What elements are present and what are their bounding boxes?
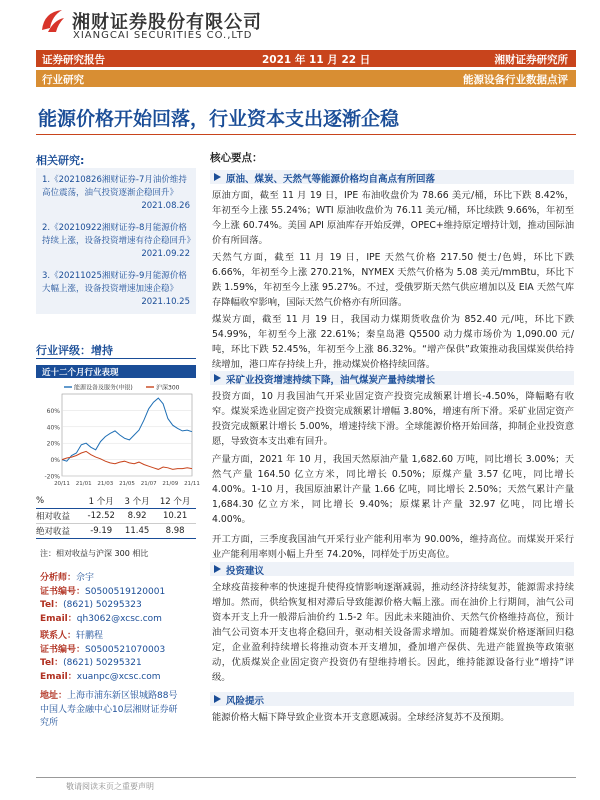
body-paragraph: 原油方面，截至 11 月 19 日，IPE 布油收盘价为 78.66 美元/桶，环比下跌 8.42%，年初至今上涨 55.24%；WTI 原油收盘价为 76.11 美元/桶，环比续跌 9.66%，年初至今上涨 60.74%。美国 API 原油库存开始反弹，OPEC+维持原定增持计划，推动国际油价有所回落。 xyxy=(212,190,574,246)
section-heading: 投资建议 xyxy=(226,566,265,577)
contact-email-link[interactable]: xuanpc@xcsc.com xyxy=(76,671,161,682)
related-item-text[interactable]: 3.《20211025湘财证券-9月能源价格大幅上涨，设备投资增速加速企稳》 xyxy=(42,271,187,294)
body-paragraph: 全球疫苗接种率的快速提升使得疫情影响逐渐减弱，推动经济持续复苏，能源需求持续增加。然而，供给恢复相对滞后导致能源价格大幅上涨。而在油价上行期间，油气公司资本开支上升一般滞后油价约 1.5-2 年。因此未来随油价、天然气价格维持高位，预计油气公司资本开支也将企稳回升，驱动相关设备需求增加。而随着煤炭价格逐渐回归稳定，企业盈利持续增长将推动资本开支增加，叠加增产保供、先进产能置换等政策驱动，优质煤炭企业固定资产投资仍有望维持增长。因此，维持能源设备行业“增持”评级。 xyxy=(212,582,574,683)
performance-note: 注：相对收益与沪深 300 相比 xyxy=(40,549,149,558)
table-header-cell: 12 个月 xyxy=(159,497,191,507)
table-row xyxy=(36,524,196,539)
address-line xyxy=(40,690,200,704)
company-logo-icon xyxy=(38,6,66,36)
company-name-cn: 湘财证券股份有限公司 xyxy=(72,12,262,33)
report-category: 行业研究 xyxy=(42,74,84,86)
contact-email-line xyxy=(40,671,165,685)
contact-cert: S0500521070003 xyxy=(85,644,166,655)
contact-tel-line xyxy=(40,657,165,671)
contact-block xyxy=(40,630,165,684)
contact-cert-line xyxy=(40,644,165,658)
chart-x-tick-label: 21/09 xyxy=(162,481,179,487)
chart-y-tick-label: 20% xyxy=(46,440,60,448)
industry-rating: 行业评级：增持 xyxy=(36,344,113,357)
body-paragraph: 开工方面，三季度我国油气开采行业产能利用率为 90.00%，维持高位。而煤炭开采行业产能利用率则小幅上升至 74.20%，同样处于历史高位。 xyxy=(212,534,574,560)
table-cell: 8.92 xyxy=(127,511,147,521)
section-heading: 风险提示 xyxy=(226,696,265,707)
title-divider xyxy=(36,134,576,135)
chart-x-tick-label: 21/05 xyxy=(119,481,135,487)
analyst-name-line xyxy=(40,572,165,586)
table-cell: -9.19 xyxy=(90,526,113,536)
key-points-heading: 核心要点： xyxy=(210,152,263,164)
related-heading: 相关研究: xyxy=(36,154,85,167)
related-item-text[interactable]: 2.《20210922湘财证券-8月能源价格持续上涨，设备投资增速有待企稳回升》 xyxy=(42,223,196,246)
contact-tel-label: Tel： xyxy=(40,658,64,668)
table-cell: 8.98 xyxy=(165,526,185,536)
section-heading-bar xyxy=(210,170,574,184)
performance-chart xyxy=(36,380,200,490)
header-band-secondary xyxy=(36,70,576,87)
contact-email-label: Email： xyxy=(40,671,77,682)
chart-series-line xyxy=(62,398,192,461)
body-paragraph: 能源价格大幅下降导致企业资本开支意愿减弱。全球经济复苏不及预期。 xyxy=(212,712,510,723)
analyst-cert-line xyxy=(40,586,165,600)
row-label: 相对收益 xyxy=(36,512,71,522)
analyst-cert-label: 证书编号： xyxy=(40,586,86,597)
chart-heading-bar xyxy=(36,365,196,378)
address-line: 究所 xyxy=(40,718,59,728)
company-name-en: XIANGCAI SECURITIES CO.,LTD xyxy=(73,30,253,41)
analyst-email-label: Email： xyxy=(40,613,77,624)
analyst-email-link[interactable]: qh3062@xcsc.com xyxy=(76,613,162,624)
related-item[interactable] xyxy=(42,174,194,213)
table-cell: -12.52 xyxy=(87,511,115,521)
chart-legend-label: 沪深300 xyxy=(156,384,180,392)
performance-table xyxy=(36,494,196,539)
body-paragraph: 煤炭方面，截至 11 月 19 日，我国动力煤期货收盘价为 852.40 元/吨，环比下跌 54.99%，年初至今上涨 22.61%；秦皇岛港 Q5500 动力煤市场价为 1,090.00 元/吨，环比下跌 52.45%，年初至今上涨 86.32%。“增产保供”政策推动我国煤炭供给持续增加，港口库存持续上升，推动煤炭价格持续回落。 xyxy=(212,314,574,370)
section-heading-bar xyxy=(210,562,574,576)
contact-tel: (8621) 50295321 xyxy=(63,658,142,668)
analyst-email-line xyxy=(40,613,165,627)
row-label: 绝对收益 xyxy=(36,527,71,537)
analyst-role-label: 分析师： xyxy=(40,573,77,583)
chart-y-tick-label: 40% xyxy=(46,424,60,432)
body-paragraph: 投资方面，10 月我国油气开采业固定资产投资完成额累计增长-4.50%，降幅略有收窄。煤炭采选业固定资产投资完成额累计增幅 3.80%，增速有所下滑。采矿业固定资产投资完成额累计增长 5.00%，增速持续下滑。全球能源价格开始回落，抑制企业投资意愿，导致资本支出难有回升。 xyxy=(212,391,574,447)
table-header-row xyxy=(36,494,196,509)
contact-cert-label: 证书编号： xyxy=(40,644,86,655)
page-title: 能源价格开始回落，行业资本支出逐渐企稳 xyxy=(38,108,400,130)
section-heading-bar xyxy=(210,371,574,385)
related-item[interactable] xyxy=(42,270,194,309)
bullet-triangle-icon xyxy=(214,374,221,382)
address-block xyxy=(40,690,200,731)
section-heading-bar xyxy=(210,692,574,706)
report-type: 证券研究报告 xyxy=(42,54,105,66)
table-header-cell: % xyxy=(36,496,45,506)
related-item-date: 2021.09.22 xyxy=(141,249,190,259)
chart-heading: 近十二个月行业表现 xyxy=(42,368,119,378)
contact-role-label: 联系人： xyxy=(40,631,77,641)
chart-legend-label: 能源设备及服务(申银) xyxy=(74,384,133,392)
bullet-triangle-icon xyxy=(214,173,221,181)
section-heading: 采矿业投资增速持续下降，油气煤炭产量持续增长 xyxy=(226,375,436,386)
address-label: 地址： xyxy=(40,691,68,701)
bullet-triangle-icon xyxy=(214,565,221,573)
body-paragraph: 产量方面，2021 年 10 月，我国天然原油产量 1,682.60 万吨，同比增长 3.00%；天然气产量 164.50 亿立方米，同比增长 0.50%；原煤产量 3.57 亿吨，同比增长 4.00%。1-10 月，我国原油累计产量 1.66 亿吨，同比增长 2.50%；天然气累计产量 1,684.30 亿立方米，同比增长 9.40%；原煤累计产量 32.97 亿吨，同比增长 4.00%。 xyxy=(212,454,574,525)
institute-name: 湘财证券研究所 xyxy=(494,54,568,66)
footer-disclaimer[interactable]: 敬请阅读末页之重要声明 xyxy=(66,782,154,791)
chart-x-tick-label: 21/11 xyxy=(184,481,200,487)
footer-divider xyxy=(36,777,576,778)
contact-name-line xyxy=(40,630,165,644)
chart-y-tick-label: 0% xyxy=(50,457,60,465)
address-line: 中国人寿金融中心10层湘财证券研 xyxy=(40,704,178,715)
related-item[interactable] xyxy=(42,222,194,261)
analyst-tel-label: Tel： xyxy=(40,600,64,610)
section-heading: 原油、煤炭、天然气等能源价格均自高点有所回落 xyxy=(226,174,436,185)
table-header-cell: 3 个月 xyxy=(124,497,150,507)
chart-x-tick-label: 20/11 xyxy=(54,481,70,487)
chart-x-tick-label: 21/03 xyxy=(97,481,114,487)
analyst-block xyxy=(40,572,165,626)
report-subcategory: 能源设备行业数据点评 xyxy=(463,74,568,86)
address-text: 上海市浦东新区银城路88号 xyxy=(67,691,178,701)
related-item-date: 2021.10.25 xyxy=(141,297,190,307)
chart-x-tick-label: 21/07 xyxy=(140,481,157,487)
bullet-triangle-icon xyxy=(214,695,221,703)
analyst-tel-line xyxy=(40,599,165,613)
chart-series-line xyxy=(62,451,192,469)
report-date: 2021 年 11 月 22 日 xyxy=(262,54,371,66)
header-band-primary xyxy=(36,50,576,67)
analyst-tel: (8621) 50295323 xyxy=(63,600,142,610)
related-item-date: 2021.08.26 xyxy=(141,201,190,211)
chart-x-tick-label: 21/01 xyxy=(75,481,92,487)
table-cell: 10.21 xyxy=(162,511,188,521)
chart-y-tick-label: 60% xyxy=(46,407,60,415)
contact-name: 轩鹏程 xyxy=(76,631,104,641)
chart-frame xyxy=(62,394,192,476)
table-cell: 11.45 xyxy=(124,526,150,536)
table-row xyxy=(36,509,196,524)
analyst-name: 佘宇 xyxy=(76,573,95,583)
table-header-cell: 1 个月 xyxy=(88,497,114,507)
chart-y-tick-label: -20% xyxy=(44,473,60,481)
body-paragraph: 天然气方面，截至 11 月 19 日，IPE 天然气价格 217.50 便士/色姆，环比下跌 6.66%，年初至今上涨 270.21%，NYMEX 天然气价格为 5.08 美元/mmBtu，环比下跌 1.59%，年初至今上涨 95.27%。不过，受俄罗斯天然气供应增加以及 EIA 天然气库存降幅收窄影响，国际天然气价格亦有所回落。 xyxy=(212,252,574,308)
rating-divider xyxy=(36,358,196,359)
related-item-text[interactable]: 1.《20210826湘财证券-7月油价维持高位震荡，油气投资逐渐企稳回升》 xyxy=(42,175,187,198)
analyst-cert: S0500519120001 xyxy=(85,586,166,597)
